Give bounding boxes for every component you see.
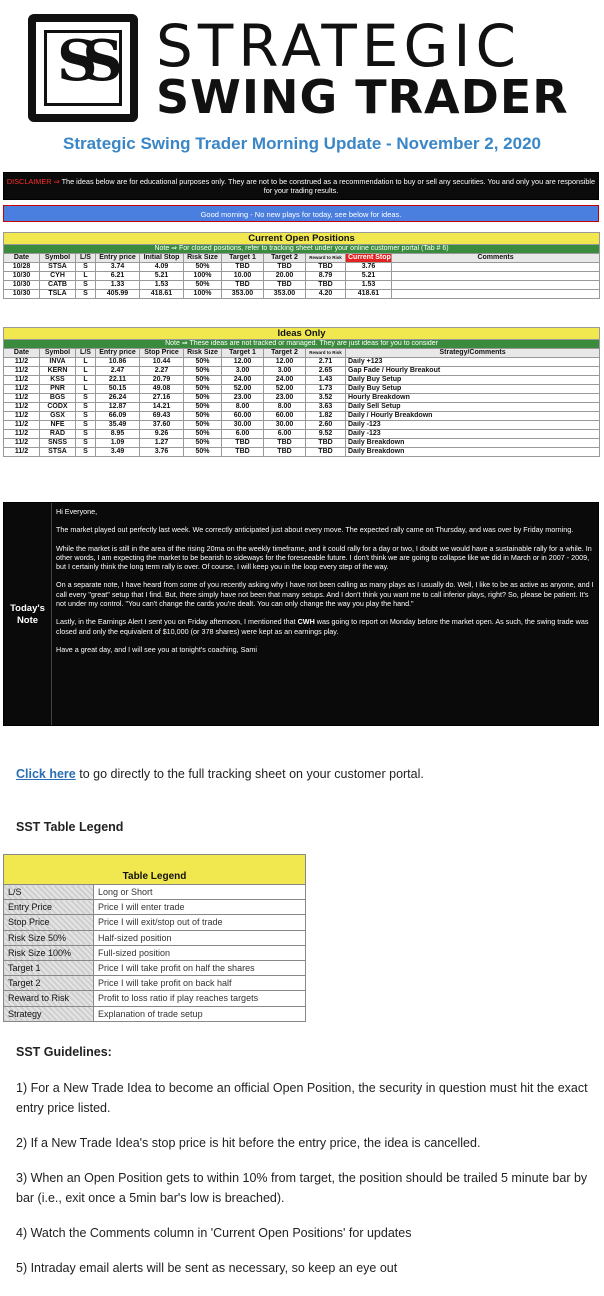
table-cell: 8.00	[222, 403, 264, 412]
table-cell: 5.21	[346, 272, 392, 281]
column-header: Strategy/Comments	[346, 349, 600, 358]
legend-key: Strategy	[4, 1006, 94, 1021]
table-row	[4, 385, 600, 394]
table-cell: 3.00	[264, 367, 306, 376]
table-cell: 1.09	[96, 439, 140, 448]
legend-value: Price I will enter trade	[94, 900, 306, 915]
table-cell: 11/2	[4, 412, 40, 421]
table-cell: RAD	[40, 430, 76, 439]
table-cell: 11/2	[4, 421, 40, 430]
guideline-item: 5) Intraday email alerts will be sent as necessary, so keep an eye out	[16, 1261, 398, 1275]
table-cell: KERN	[40, 367, 76, 376]
column-header: Target 1	[222, 254, 264, 263]
table-cell: 3.00	[222, 367, 264, 376]
table-cell: S	[76, 281, 96, 290]
table-cell: 50%	[184, 439, 222, 448]
table-cell: 10/30	[4, 290, 40, 299]
table-cell: 418.61	[140, 290, 184, 299]
table-cell: 2.60	[306, 421, 346, 430]
table-cell: S	[76, 290, 96, 299]
table-cell: 3.63	[306, 403, 346, 412]
table-cell: 26.24	[96, 394, 140, 403]
disclaimer-text: The ideas below are for educational purposes only. They are not to be construed as a recommendation to buy or sell any securities. You and only you are responsible for your trading results.	[61, 177, 596, 195]
table-cell: 2.27	[140, 367, 184, 376]
table-cell: 2.47	[96, 367, 140, 376]
table-cell: TBD	[306, 281, 346, 290]
column-header: Initial Stop	[140, 254, 184, 263]
table-cell: 11/2	[4, 448, 40, 457]
table-cell: 50%	[184, 394, 222, 403]
legend-key: L/S	[4, 885, 94, 900]
table-cell: 27.16	[140, 394, 184, 403]
table-cell: 3.74	[96, 263, 140, 272]
column-header: Target 1	[222, 349, 264, 358]
legend-value: Price I will exit/stop out of trade	[94, 915, 306, 930]
note-p5-ticker: CWH	[297, 617, 315, 627]
table-cell: 50%	[184, 367, 222, 376]
table-cell: L	[76, 376, 96, 385]
table-cell: 1.53	[346, 281, 392, 290]
table-cell: S	[76, 448, 96, 457]
table-cell: 9.26	[140, 430, 184, 439]
table-cell: 50%	[184, 430, 222, 439]
legend-row	[4, 945, 306, 960]
column-header: Stop Price	[140, 349, 184, 358]
table-cell: 8.00	[264, 403, 306, 412]
portal-link-text: to go directly to the full tracking sheet on your customer portal.	[75, 767, 424, 781]
table-cell: S	[76, 403, 96, 412]
table-cell: TBD	[222, 439, 264, 448]
table-cell: L	[76, 358, 96, 367]
legend-key: Stop Price	[4, 915, 94, 930]
legend-body	[4, 885, 306, 1022]
table-cell: 50%	[184, 385, 222, 394]
table-cell: GSX	[40, 412, 76, 421]
sst-logo	[28, 14, 588, 122]
table-cell: 37.60	[140, 421, 184, 430]
table-cell: TBD	[264, 439, 306, 448]
ideas-table	[3, 327, 600, 457]
legend-table	[3, 854, 306, 1022]
table-cell: S	[76, 439, 96, 448]
legend-row	[4, 1006, 306, 1021]
note-p5-pre: Lastly, in the Earnings Alert I sent you on Friday afternoon, I mentioned that	[56, 617, 298, 627]
table-cell: Daily Breakdown	[346, 448, 600, 457]
legend-key: Target 1	[4, 960, 94, 975]
ideas-note: Note ⇒ These ideas are not tracked or managed. They are just ideas for you to consider	[4, 340, 600, 349]
table-cell: 52.00	[222, 385, 264, 394]
page-title: Strategic Swing Trader Morning Update - November 2, 2020	[62, 134, 541, 153]
table-cell: 30.00	[264, 421, 306, 430]
table-cell: 2.65	[306, 367, 346, 376]
table-row	[4, 272, 600, 281]
guidelines-list	[16, 1078, 588, 1293]
table-cell: CODX	[40, 403, 76, 412]
table-cell: 10/30	[4, 281, 40, 290]
table-cell: 1.53	[140, 281, 184, 290]
todays-note-label-line2: Note	[16, 615, 39, 626]
table-cell: Daily Buy Setup	[346, 385, 600, 394]
table-cell: 100%	[184, 290, 222, 299]
table-cell	[392, 290, 600, 299]
legend-value: Profit to loss ratio if play reaches targets	[94, 991, 306, 1006]
table-cell: 22.11	[96, 376, 140, 385]
arrow-icon: ⇒	[53, 177, 60, 186]
table-cell: 12.00	[264, 358, 306, 367]
table-cell: 66.09	[96, 412, 140, 421]
table-cell: CATB	[40, 281, 76, 290]
table-cell: 353.00	[264, 290, 306, 299]
table-cell: 10.44	[140, 358, 184, 367]
table-cell: TBD	[264, 281, 306, 290]
table-row	[4, 358, 600, 367]
legend-key: Risk Size 100%	[4, 945, 94, 960]
click-here-link[interactable]: Click here	[16, 767, 76, 781]
ideas-title: Ideas Only	[4, 328, 600, 340]
table-cell: S	[76, 263, 96, 272]
table-cell: KSS	[40, 376, 76, 385]
table-cell: TBD	[264, 263, 306, 272]
guidelines-heading: SST Guidelines:	[16, 1045, 112, 1059]
legend-key: Entry Price	[4, 900, 94, 915]
table-cell: CYH	[40, 272, 76, 281]
table-cell: Hourly Breakdown	[346, 394, 600, 403]
table-cell: 6.21	[96, 272, 140, 281]
table-cell: 2.71	[306, 358, 346, 367]
legend-value: Explanation of trade setup	[94, 1006, 306, 1021]
column-header: Entry price	[96, 349, 140, 358]
table-cell: Daily Breakdown	[346, 439, 600, 448]
table-cell: L	[76, 272, 96, 281]
table-cell: BGS	[40, 394, 76, 403]
ideas-body	[4, 358, 600, 457]
table-cell: 10/30	[4, 272, 40, 281]
todays-note-label-line1: Today's	[10, 603, 45, 614]
column-header: Date	[4, 254, 40, 263]
table-cell: 49.08	[140, 385, 184, 394]
table-cell: TBD	[264, 448, 306, 457]
legend-value: Long or Short	[94, 885, 306, 900]
column-header: Current Stop	[346, 254, 392, 263]
table-cell: 50%	[184, 263, 222, 272]
table-cell: 418.61	[346, 290, 392, 299]
table-cell: 8.95	[96, 430, 140, 439]
table-cell: 50%	[184, 358, 222, 367]
legend-row	[4, 960, 306, 975]
table-cell: STSA	[40, 448, 76, 457]
table-row	[4, 439, 600, 448]
table-cell	[392, 263, 600, 272]
legend-row	[4, 976, 306, 991]
morning-banner: Good morning - No new plays for today, see below for ideas.	[3, 205, 599, 222]
table-cell: 10.86	[96, 358, 140, 367]
table-cell: 12.87	[96, 403, 140, 412]
logo-word-strategic: STRATEGIC	[156, 12, 521, 80]
table-cell: 14.21	[140, 403, 184, 412]
table-row	[4, 394, 600, 403]
table-cell: 50%	[184, 421, 222, 430]
legend-key: Target 2	[4, 976, 94, 991]
table-cell: S	[76, 430, 96, 439]
table-cell: 20.79	[140, 376, 184, 385]
legend-key: Reward to Risk	[4, 991, 94, 1006]
table-cell: Daily / Hourly Breakdown	[346, 412, 600, 421]
table-row	[4, 376, 600, 385]
table-cell: 1.82	[306, 412, 346, 421]
table-cell: S	[76, 412, 96, 421]
table-cell: 10/28	[4, 263, 40, 272]
todays-note-panel	[3, 502, 599, 726]
note-paragraph: On a separate note, I have heard from some of you recently asking why I have not been calling as many plays as I usually do. Well, I like to be as active as anyone, and I call every "great" setup that I find. But, there simply have not been that many setups. And I don't think you want me to call inferior plays, right? So, please be patient. It's not under my control. "You can't change the cards you're dealt. You can only change the way you play the hand."	[56, 580, 594, 609]
note-paragraph	[56, 617, 594, 636]
table-cell: 100%	[184, 272, 222, 281]
todays-note-body	[56, 507, 594, 663]
table-cell: 1.27	[140, 439, 184, 448]
table-cell: 6.00	[264, 430, 306, 439]
legend-row	[4, 900, 306, 915]
table-cell: 11/2	[4, 358, 40, 367]
table-cell: 50%	[184, 448, 222, 457]
guideline-item: 1) For a New Trade Idea to become an official Open Position, the security in question must hit the exact entry price listed.	[16, 1081, 588, 1115]
column-header: Target 2	[264, 254, 306, 263]
table-row	[4, 421, 600, 430]
table-cell: 3.76	[346, 263, 392, 272]
table-cell: 50%	[184, 412, 222, 421]
table-cell: 8.79	[306, 272, 346, 281]
table-cell: Daily -123	[346, 430, 600, 439]
table-cell: 3.52	[306, 394, 346, 403]
table-cell: TBD	[306, 448, 346, 457]
column-header: L/S	[76, 349, 96, 358]
table-cell: 35.49	[96, 421, 140, 430]
table-cell: TBD	[222, 281, 264, 290]
table-cell: 4.09	[140, 263, 184, 272]
open-positions-note: Note ⇒ For closed positions, refer to tracking sheet under your online customer portal (Tab # 6)	[4, 245, 600, 254]
table-cell: 11/2	[4, 394, 40, 403]
table-cell: 9.52	[306, 430, 346, 439]
legend-value: Full-sized position	[94, 945, 306, 960]
table-cell: 11/2	[4, 376, 40, 385]
table-cell: 52.00	[264, 385, 306, 394]
table-cell: TBD	[222, 448, 264, 457]
legend-heading: SST Table Legend	[16, 820, 124, 834]
open-positions-table	[3, 232, 600, 299]
table-cell: STSA	[40, 263, 76, 272]
table-cell: 50%	[184, 281, 222, 290]
table-cell: 60.00	[264, 412, 306, 421]
table-cell: 4.20	[306, 290, 346, 299]
table-row	[4, 412, 600, 421]
disclaimer-banner	[3, 172, 599, 200]
table-cell: 50%	[184, 376, 222, 385]
todays-note-label	[4, 503, 52, 725]
table-cell: 11/2	[4, 385, 40, 394]
table-cell	[392, 272, 600, 281]
table-cell: Daily Buy Setup	[346, 376, 600, 385]
logo-mark-letters: SS	[57, 28, 109, 94]
table-row	[4, 430, 600, 439]
note-paragraph: The market played out perfectly last week. We correctly anticipated just about every move. The expected rally came on Thursday, and was over by Friday morning.	[56, 525, 574, 535]
table-cell: TBD	[306, 263, 346, 272]
table-cell: 10.00	[222, 272, 264, 281]
note-p5-post: was going to report on Monday before the market open. As such, the swing trade was closed and only the equivalent of $10,000 (or 378 shares) were kept as an earnings play.	[56, 617, 589, 636]
disclaimer-label: DISCLAIMER	[6, 177, 52, 186]
table-cell: 1.73	[306, 385, 346, 394]
column-header: Symbol	[40, 254, 76, 263]
table-cell: TBD	[222, 263, 264, 272]
table-cell: SNSS	[40, 439, 76, 448]
table-cell: 405.99	[96, 290, 140, 299]
table-cell: 1.43	[306, 376, 346, 385]
table-cell: 23.00	[222, 394, 264, 403]
column-header: Risk Size	[184, 254, 222, 263]
column-header: Target 2	[264, 349, 306, 358]
table-cell: 69.43	[140, 412, 184, 421]
table-cell: 6.00	[222, 430, 264, 439]
table-cell: 50%	[184, 403, 222, 412]
legend-row	[4, 991, 306, 1006]
legend-value: Price I will take profit on half the shares	[94, 960, 306, 975]
table-cell: 50.15	[96, 385, 140, 394]
table-cell: 3.76	[140, 448, 184, 457]
column-header: Symbol	[40, 349, 76, 358]
column-header: Reward to Risk	[306, 254, 346, 263]
table-cell: 5.21	[140, 272, 184, 281]
table-row	[4, 281, 600, 290]
column-header: Risk Size	[184, 349, 222, 358]
table-row	[4, 403, 600, 412]
table-cell: 1.33	[96, 281, 140, 290]
legend-row	[4, 930, 306, 945]
table-cell: NFE	[40, 421, 76, 430]
guideline-item: 4) Watch the Comments column in 'Current Open Positions' for updates	[16, 1226, 412, 1240]
open-positions-header-row	[4, 254, 600, 263]
table-cell: 12.00	[222, 358, 264, 367]
legend-key: Risk Size 50%	[4, 930, 94, 945]
table-cell: S	[76, 421, 96, 430]
table-cell: 20.00	[264, 272, 306, 281]
table-cell: 11/2	[4, 403, 40, 412]
note-paragraph: While the market is still in the area of the rising 20ma on the weekly timeframe, and it could rally for a day or two, I doubt we would have a sustainable rally for a while. In other words, I am expecting the market to be bearish to sideways for the foreseeable future. I don't think we are going to collapse like we did in March or in 2007 - 2009, but I certainly think the long term rally is over. Of course, I will keep you in the loop every step of the way.	[56, 543, 592, 572]
table-cell: 353.00	[222, 290, 264, 299]
table-row	[4, 367, 600, 376]
logo-word-swing-trader: SWING TRADER	[156, 70, 569, 124]
table-cell: 11/2	[4, 430, 40, 439]
table-cell: 23.00	[264, 394, 306, 403]
open-positions-body	[4, 263, 600, 299]
table-cell: Daily Sell Setup	[346, 403, 600, 412]
guideline-item: 3) When an Open Position gets to within 10% from target, the position should be trailed 5 minute bar by bar (i.e., exit once a 5min bar's low is breached).	[16, 1171, 588, 1205]
column-header: Reward to Risk	[306, 349, 346, 358]
legend-value: Price I will take profit on back half	[94, 976, 306, 991]
table-cell: S	[76, 394, 96, 403]
table-cell: Daily +123	[346, 358, 600, 367]
table-cell: Daily -123	[346, 421, 600, 430]
guideline-item: 2) If a New Trade Idea's stop price is hit before the entry price, the idea is cancelled.	[16, 1136, 481, 1150]
legend-title: Table Legend	[4, 855, 306, 885]
portal-link-line	[16, 767, 424, 781]
table-cell: L	[76, 385, 96, 394]
note-paragraph: Have a great day, and I will see you at tonight's coaching, Sami	[56, 644, 258, 654]
column-header: Date	[4, 349, 40, 358]
open-positions-title: Current Open Positions	[4, 233, 600, 245]
table-cell	[392, 281, 600, 290]
column-header: Entry price	[96, 254, 140, 263]
legend-value: Half-sized position	[94, 930, 306, 945]
table-cell: Gap Fade / Hourly Breakout	[346, 367, 600, 376]
table-cell: 24.00	[222, 376, 264, 385]
table-row	[4, 448, 600, 457]
ideas-header-row	[4, 349, 600, 358]
table-cell: TSLA	[40, 290, 76, 299]
table-cell: PNR	[40, 385, 76, 394]
column-header: Comments	[392, 254, 600, 263]
table-cell: 11/2	[4, 367, 40, 376]
note-paragraph: Hi Everyone,	[56, 507, 98, 516]
table-cell: 24.00	[264, 376, 306, 385]
table-cell: 11/2	[4, 439, 40, 448]
table-cell: 3.49	[96, 448, 140, 457]
legend-row	[4, 915, 306, 930]
table-cell: L	[76, 367, 96, 376]
table-row	[4, 263, 600, 272]
column-header: L/S	[76, 254, 96, 263]
legend-row	[4, 885, 306, 900]
table-cell: 60.00	[222, 412, 264, 421]
sst-logo-mark	[28, 14, 138, 122]
table-cell: INVA	[40, 358, 76, 367]
table-cell: TBD	[306, 439, 346, 448]
table-cell: 30.00	[222, 421, 264, 430]
table-row	[4, 290, 600, 299]
